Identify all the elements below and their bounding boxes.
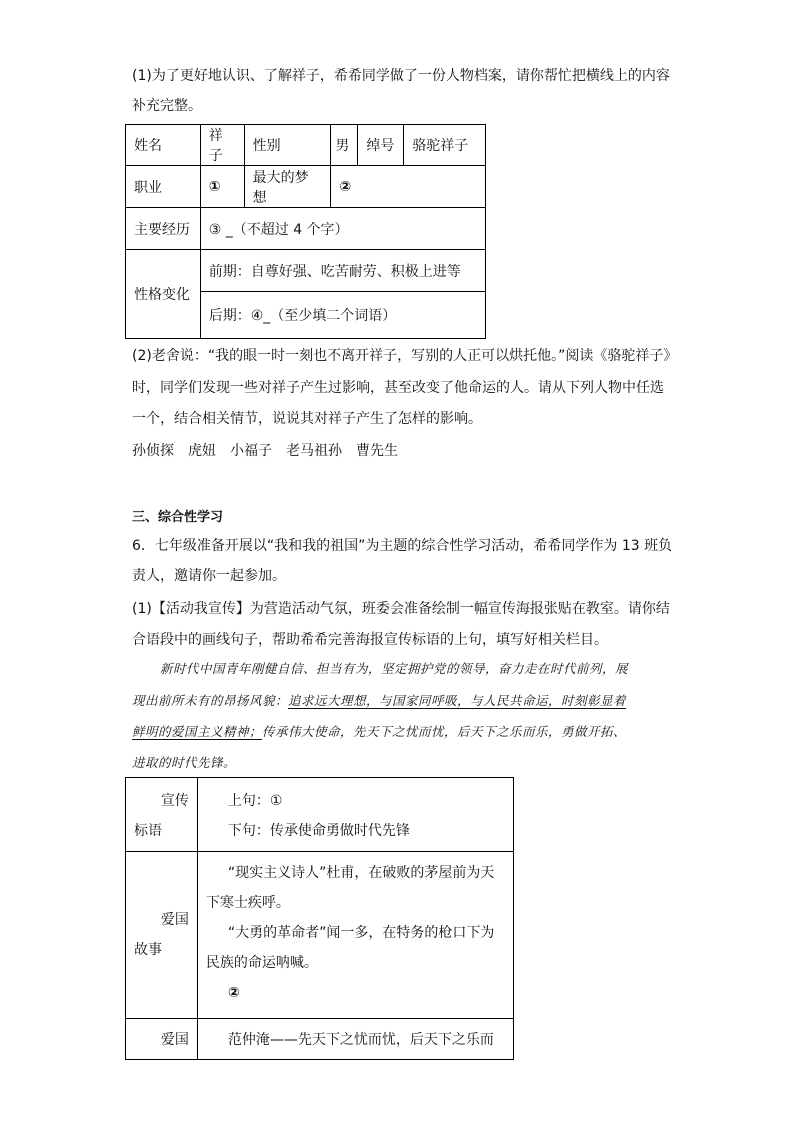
- passage-line-2-text: 现出前所未有的昂扬风貌：: [132, 693, 289, 708]
- section-heading: 三、综合性学习: [132, 510, 224, 525]
- underlined-sentence-part-2: 鲜明的爱国主义精神；: [132, 724, 263, 739]
- experience-blank[interactable]: ③ _（不超过 4 个字）: [200, 208, 485, 250]
- dream-blank[interactable]: ②: [331, 166, 486, 208]
- q6-line-2: 责人，邀请你一起参加。: [132, 568, 286, 584]
- job-blank[interactable]: ①: [200, 166, 244, 208]
- story-wen-yiduo-2: 民族的命运呐喊。: [205, 955, 318, 971]
- underlined-sentence-part-1: 追求远大理想，与国家同呼吸，与人民共命运，时刻彰显着: [288, 693, 627, 708]
- slogan-label-1: 宣传: [160, 793, 189, 809]
- poster-table: [125, 777, 514, 1060]
- story-label-2: 故事: [134, 942, 162, 958]
- personality-late-blank[interactable]: 后期：④_（至少填二个词语）: [200, 292, 485, 339]
- experience-label: 主要经历: [126, 208, 201, 250]
- nickname-value: 骆驼祥子: [404, 125, 486, 166]
- slogan-label-2: 标语: [134, 823, 162, 839]
- q1-line-2: 补充完整。: [132, 98, 202, 114]
- personality-change-label: 性格变化: [126, 250, 201, 339]
- sub1-line-1: (1)【活动我宣传】为营造活动气氛，班委会准备绘制一幅宣传海报张贴在教室。请你结: [132, 601, 670, 617]
- passage-line-3-text: 传承伟大使命，先天下之忧而忧，后天下之乐而乐，勇做开拓、: [262, 724, 627, 739]
- slogan-cell: [197, 778, 513, 852]
- slogan-lower: 下句：传承使命勇做时代先锋: [227, 823, 410, 839]
- q2-line-3: 一个，结合相关情节，说说其对祥子产生了怎样的影响。: [132, 411, 482, 427]
- story-du-fu-2: 下寒士疾呼。: [205, 895, 290, 911]
- name-label: 姓名: [126, 125, 201, 166]
- slogan-upper-blank[interactable]: 上句：①: [227, 793, 283, 809]
- q6-line-1: 6．七年级准备开展以“我和我的祖国”为主题的综合性学习活动，希希同学作为 13 班负: [132, 538, 673, 554]
- sub1-line-2: 合语段中的画线句子，帮助希希完善海报宣传标语的上句，填写好相关栏目。: [132, 632, 608, 648]
- story-label-cell: [126, 852, 198, 1019]
- fan-zhongyan-quote: 范仲淹——先天下之忧而忧，后天下之乐而: [197, 1019, 513, 1060]
- q2-line-1: (2)老舍说：“我的眼一时一刻也不离开祥子，写别的人正可以烘托他。”阅读《骆驼祥子》: [132, 348, 678, 364]
- nickname-label: 绰号: [358, 125, 404, 166]
- name-value: 祥子: [200, 125, 244, 166]
- story-du-fu-1: “现实主义诗人”杜甫，在破败的茅屋前为天: [227, 865, 495, 881]
- slogan-label-cell: [126, 778, 198, 852]
- passage-line-1: 新时代中国青年刚健自信、担当有为，坚定拥护党的领导，奋力走在时代前列，展: [160, 661, 629, 676]
- gender-label: 性别: [244, 125, 331, 166]
- dream-label: 最大的梦想: [244, 166, 331, 208]
- q1-line-1: (1)为了更好地认识、了解祥子，希希同学做了一份人物档案，请你帮忙把横线上的内容: [132, 68, 670, 84]
- job-label: 职业: [126, 166, 201, 208]
- story-blank[interactable]: ②: [227, 985, 240, 1001]
- passage-line-3: [132, 722, 626, 742]
- story-cell: [197, 852, 513, 1019]
- profile-table: [125, 124, 486, 339]
- passage-line-4: 进取的时代先锋。: [132, 755, 237, 770]
- story-label-1: 爱国: [160, 912, 189, 928]
- gender-value: 男: [331, 125, 358, 166]
- q2-line-2: 时，同学们发现一些对祥子产生过影响，甚至改变了他命运的人。请从下列人物中任选: [132, 380, 664, 396]
- last-label: 爱国: [126, 1019, 198, 1060]
- passage-line-2: [132, 691, 626, 711]
- personality-early: 前期：自尊好强、吃苦耐劳、积极上进等: [200, 250, 485, 292]
- q2-character-list: 孙侦探 虎妞 小福子 老马祖孙 曹先生: [132, 443, 398, 459]
- story-wen-yiduo-1: “大勇的革命者”闻一多，在特务的枪口下为: [227, 925, 495, 941]
